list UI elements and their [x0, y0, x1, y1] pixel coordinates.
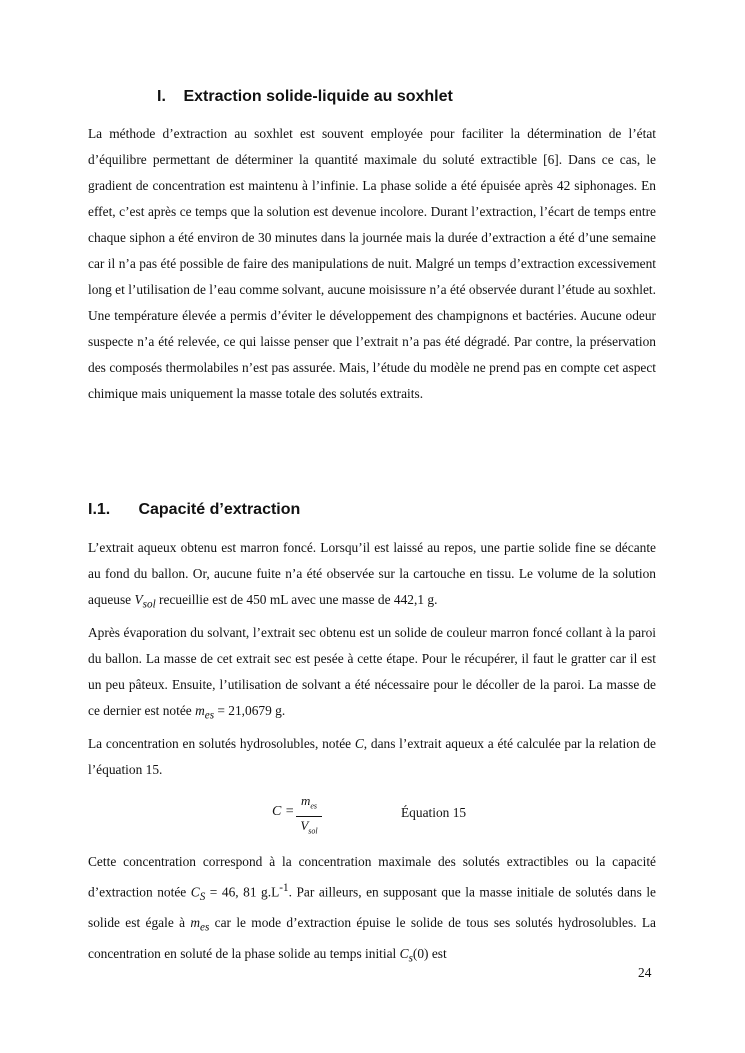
equation-15 [0, 793, 745, 843]
section-title: Extraction solide-liquide au soxhlet [183, 88, 453, 105]
subsection-title: Capacité d’extraction [138, 501, 301, 518]
intro-paragraph: La méthode d’extraction au soxhlet est souvent employée pour faciliter la détermination de l’état d’équilibre permettant de déterminer la quantité maximale du soluté extractible [6]. Dans ce cas, le gradient de concentration est maintenu à l’infinie. La phase solide a été épuisée après 42 siphonages. En effet, c’est après ce temps que la solution est devenue incolore. Durant l’extraction, l’écart de temps entre chaque siphon a été environ de 30 minutes dans la journée mais la durée d’extraction a été d’une semaine car il n’a pas été possible de faire des manipulations de nuit. Malgré un temps d’extraction excessivement long et l’utilisation de l’eau comme solvant, aucune moisissure n’a été observée durant l’étude au soxhlet. Une température élevée a permis d’éviter le développement des champignons et bactéries. Aucune odeur suspecte n’a été relevée, ce qui laisse penser que l’extrait n’a pas été dégradé. Par contre, la préservation des composés thermolabiles n’est pas assurée. Mais, l’étude du modèle ne prend pas en compte cet aspect chimique mais uniquement la masse totale des solutés extraits. [88, 126, 656, 401]
subsection-heading [88, 501, 300, 519]
equation-numerator: $m_{es}$ [300, 793, 318, 811]
equation-fraction [296, 793, 322, 839]
subsection-number: I.1. [88, 501, 111, 518]
paragraph-evaporation: Après évaporation du solvant, l’extrait sec obtenu est un solide de couleur marron foncé collant à la paroi du ballon. La masse de cet extrait sec est pesée à cette étape. Pour le récupérer, il faut le gratter car il est un peu pâteux. Ensuite, l’utilisation de solvant a été nécessaire pour le décoller de la paroi. La masse de ce dernier est notée $m_{es} = 21,0679$ g. [88, 625, 656, 722]
equation-lhs: C = [272, 804, 295, 819]
paragraph-capacity: Cette concentration correspond à la concentration maximale des solutés extractibles ou la capacité d’extraction notée $C_S = 46$, 81 $g.L^{-1}$. Par ailleurs, en supposant que la masse initiale de solutés dans le solide est égale à $m_{es}$ car le mode d’extraction épuise le solide de tous ses solutés hydrosolubles. La concentration en soluté de la phase solide au temps initial $C_s(0)$ est [88, 854, 656, 965]
section-heading [157, 88, 453, 106]
paragraph-extract-description: L’extrait aqueux obtenu est marron foncé. Lorsqu’il est laissé au repos, une partie solide fine se décante au fond du ballon. Or, aucune fuite n’a été observée sur la cartouche en tissu. Le volume de la solution aqueuse $V_{sol}$ recueillie est de 450 mL avec une masse de 442,1 g. [88, 540, 656, 611]
page-number: 24 [638, 965, 652, 980]
section-number: I. [157, 88, 166, 105]
paragraph-concentration: La concentration en solutés hydrosolubles, notée C, dans l’extrait aqueux a été calculée par la relation de l’équation 15. [88, 736, 656, 777]
equation-denominator: $V_{sol}$ [300, 817, 318, 836]
fraction-bar [296, 816, 322, 817]
equation-label: Équation 15 [401, 805, 467, 820]
